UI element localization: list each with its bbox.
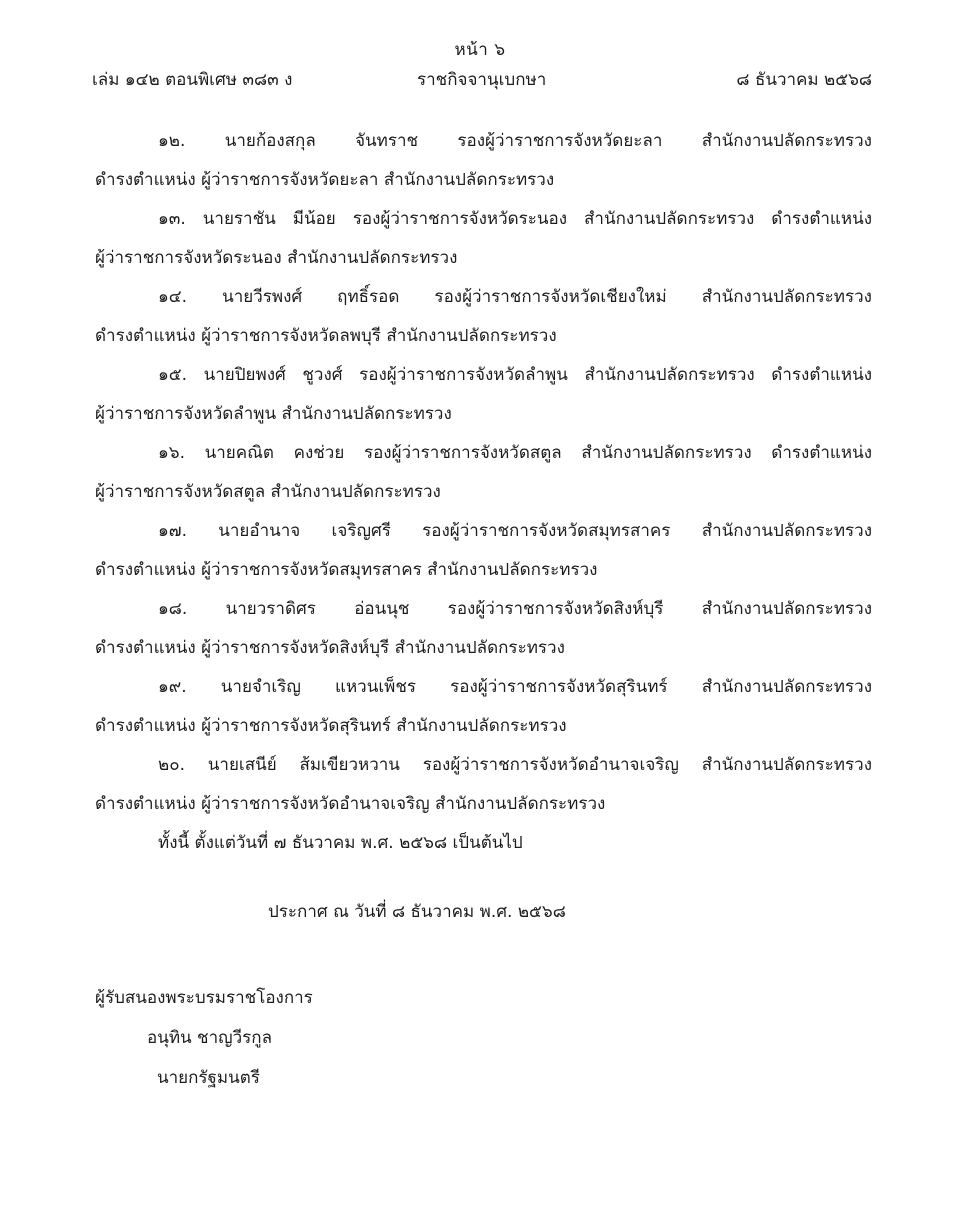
- appointment-first-line: ๑๔. นายวีรพงศ์ ฤทธิ์รอด รองผู้ว่าราชการจังหวัดเชียงใหม่ สำนักงานปลัดกระทรวง: [158, 287, 872, 307]
- appointment-first-line: ๑๕. นายปิยพงศ์ ชูวงศ์ รองผู้ว่าราชการจังหวัดลำพูน สำนักงานปลัดกระทรวง ดำรงตำแหน่ง: [158, 365, 872, 385]
- appointment-item-20: [95, 746, 872, 824]
- appointment-first-line: ๒๐. นายเสนีย์ ส้มเขียวหวาน รองผู้ว่าราชการจังหวัดอำนาจเจริญ สำนักงานปลัดกระทรวง: [158, 755, 872, 775]
- appointment-continuation: ดำรงตำแหน่ง ผู้ว่าราชการจังหวัดสิงห์บุรี สำนักงานปลัดกระทรวง: [95, 638, 565, 658]
- appointment-continuation: ผู้ว่าราชการจังหวัดระนอง สำนักงานปลัดกระทรวง: [95, 248, 458, 268]
- appointment-first-line: ๑๗. นายอำนาจ เจริญศรี รองผู้ว่าราชการจังหวัดสมุทรสาคร สำนักงานปลัดกระทรวง: [158, 521, 872, 541]
- appointment-continuation: ดำรงตำแหน่ง ผู้ว่าราชการจังหวัดอำนาจเจริญ สำนักงานปลัดกระทรวง: [95, 794, 606, 814]
- appointment-item-16: [95, 434, 872, 512]
- countersign-label: ผู้รับสนองพระบรมราชโองการ: [95, 988, 313, 1008]
- running-header: [92, 66, 872, 92]
- appointment-item-14: [95, 278, 872, 356]
- appointment-item-13: [95, 200, 872, 278]
- appointment-first-line: ๑๓. นายราชัน มีน้อย รองผู้ว่าราชการจังหวัดระนอง สำนักงานปลัดกระทรวง ดำรงตำแหน่ง: [158, 209, 872, 229]
- effective-date-statement: ทั้งนี้ ตั้งแต่วันที่ ๗ ธันวาคม พ.ศ. ๒๕๖๘ เป็นต้นไป: [158, 833, 523, 853]
- publication-title: ราชกิจจานุเบกษา: [417, 70, 547, 90]
- signatory-name: อนุทิน ชาญวีรกูล: [147, 1028, 273, 1048]
- appointment-continuation: ผู้ว่าราชการจังหวัดสตูล สำนักงานปลัดกระทรวง: [95, 482, 441, 502]
- appointment-first-line: ๑๒. นายก้องสกุล จันทราช รองผู้ว่าราชการจังหวัดยะลา สำนักงานปลัดกระทรวง: [158, 131, 872, 151]
- appointment-item-17: [95, 512, 872, 590]
- signatory-position: นายกรัฐมนตรี: [157, 1068, 260, 1088]
- appointment-first-line: ๑๙. นายจำเริญ แหวนเพ็ชร รองผู้ว่าราชการจังหวัดสุรินทร์ สำนักงานปลัดกระทรวง: [158, 677, 872, 697]
- appointment-item-12: [95, 122, 872, 200]
- volume-issue: เล่ม ๑๔๒ ตอนพิเศษ ๓๘๓ ง: [92, 70, 293, 90]
- page-number: หน้า ๖: [454, 40, 506, 60]
- proclamation-date: ประกาศ ณ วันที่ ๘ ธันวาคม พ.ศ. ๒๕๖๘: [268, 902, 566, 922]
- appointment-list: [95, 122, 872, 863]
- appointment-continuation: ผู้ว่าราชการจังหวัดลำพูน สำนักงานปลัดกระทรวง: [95, 404, 452, 424]
- signature-block: [95, 978, 313, 1098]
- appointment-first-line: ๑๖. นายคณิต คงช่วย รองผู้ว่าราชการจังหวัดสตูล สำนักงานปลัดกระทรวง ดำรงตำแหน่ง: [158, 443, 872, 463]
- appointment-continuation: ดำรงตำแหน่ง ผู้ว่าราชการจังหวัดยะลา สำนักงานปลัดกระทรวง: [95, 170, 555, 190]
- appointment-first-line: ๑๘. นายวราดิศร อ่อนนุช รองผู้ว่าราชการจังหวัดสิงห์บุรี สำนักงานปลัดกระทรวง: [158, 599, 872, 619]
- appointment-continuation: ดำรงตำแหน่ง ผู้ว่าราชการจังหวัดสมุทรสาคร สำนักงานปลัดกระทรวง: [95, 560, 598, 580]
- appointment-item-19: [95, 668, 872, 746]
- publication-date: ๘ ธันวาคม ๒๕๖๘: [736, 70, 872, 90]
- appointment-item-18: [95, 590, 872, 668]
- appointment-item-15: [95, 356, 872, 434]
- appointment-continuation: ดำรงตำแหน่ง ผู้ว่าราชการจังหวัดลพบุรี สำนักงานปลัดกระทรวง: [95, 326, 557, 346]
- appointment-continuation: ดำรงตำแหน่ง ผู้ว่าราชการจังหวัดสุรินทร์ สำนักงานปลัดกระทรวง: [95, 716, 567, 736]
